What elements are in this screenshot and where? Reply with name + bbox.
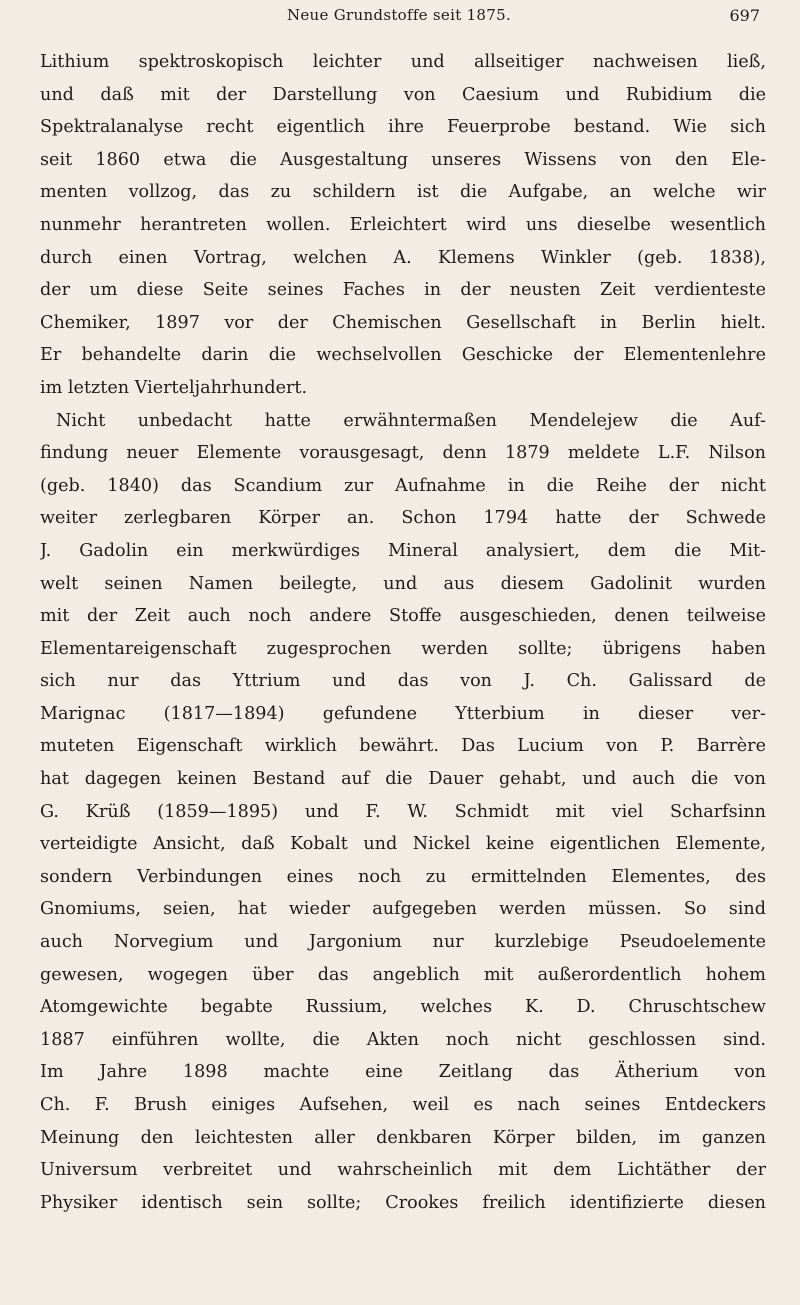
text-line: mit der Zeit auch noch andere Stoffe ausgeschieden, denen teilweise: [40, 606, 766, 627]
running-head: [38, 6, 760, 36]
text-line: findung neuer Elemente vorausgesagt, denn 1879 meldete L.F. Nilson: [40, 443, 766, 464]
text-line: verteidigte Ansicht, daß Kobalt und Nickel keine eigentlichen Elemente,: [40, 834, 766, 855]
text-line: Atomgewichte begabte Russium, welches K. D. Chruschtschew: [40, 997, 766, 1018]
text-line: Gnomiums, seien, hat wieder aufgegeben werden müssen. So sind: [40, 899, 766, 920]
text-line: sondern Verbindungen eines noch zu ermittelnden Elementes, des: [40, 866, 766, 887]
text-line: weiter zerlegbaren Körper an. Schon 1794 hatte der Schwede: [40, 508, 766, 529]
text-line: Er behandelte darin die wechselvollen Geschicke der Elementenlehre: [40, 345, 766, 366]
text-line: Im Jahre 1898 machte eine Zeitlang das Ätherium von: [40, 1062, 766, 1083]
text-line: gewesen, wogegen über das angeblich mit außerordentlich hohem: [40, 964, 766, 985]
text-line: Meinung den leichtesten aller denkbaren Körper bilden, im ganzen: [40, 1127, 766, 1148]
text-line: (geb. 1840) das Scandium zur Aufnahme in die Reihe der nicht: [40, 475, 766, 496]
text-line: Physiker identisch sein sollte; Crookes freilich identifizierte diesen: [40, 1192, 766, 1213]
text-line: sich nur das Yttrium und das von J. Ch. Galissard de: [40, 671, 766, 692]
text-line: Universum verbreitet und wahrscheinlich mit dem Lichtäther der: [40, 1160, 766, 1181]
running-title: Neue Grundstoffe seit 1875.: [286, 6, 512, 24]
text-line: Marignac (1817—1894) gefundene Ytterbium in dieser ver-: [40, 703, 766, 724]
text-line: Chemiker, 1897 vor der Chemischen Gesellschaft in Berlin hielt.: [40, 312, 766, 333]
text-line: Spektralanalyse recht eigentlich ihre Feuerprobe bestand. Wie sich: [40, 117, 766, 138]
text-line: welt seinen Namen beilegte, und aus diesem Gadolinit wurden: [40, 573, 766, 594]
page-number: 697: [729, 6, 760, 25]
text-line: durch einen Vortrag, welchen A. Klemens Winkler (geb. 1838),: [40, 247, 766, 268]
text-line: muteten Eigenschaft wirklich bewährt. Das Lucium von P. Barrère: [40, 736, 766, 757]
text-line: seit 1860 etwa die Ausgestaltung unseres Wissens von den Ele-: [40, 149, 766, 170]
text-line: im letzten Vierteljahrhundert.: [40, 377, 308, 398]
text-line: G. Krüß (1859—1895) und F. W. Schmidt mit viel Scharfsinn: [40, 801, 766, 822]
text-line: hat dagegen keinen Bestand auf die Dauer gehabt, und auch die von: [40, 769, 766, 790]
text-line: Elementareigenschaft zugesprochen werden sollte; übrigens haben: [40, 638, 766, 659]
text-line: 1887 einführen wollte, die Akten noch nicht geschlossen sind.: [40, 1029, 766, 1050]
text-line: J. Gadolin ein merkwürdiges Mineral analysiert, dem die Mit-: [40, 540, 766, 561]
text-line: Ch. F. Brush einiges Aufsehen, weil es nach seines Entdeckers: [40, 1095, 766, 1115]
text-line: auch Norvegium und Jargonium nur kurzlebige Pseudoelemente: [40, 932, 766, 953]
text-line: Nicht unbedacht hatte erwähntermaßen Mendelejew die Auf-: [56, 410, 766, 431]
body-text: [40, 46, 766, 1219]
text-line: der um diese Seite seines Faches in der neusten Zeit verdienteste: [40, 280, 766, 301]
text-line: und daß mit der Darstellung von Caesium und Rubidium die: [40, 84, 766, 105]
text-line: Lithium spektroskopisch leichter und allseitiger nachweisen ließ,: [40, 52, 766, 72]
text-line: menten vollzog, das zu schildern ist die Aufgabe, an welche wir: [40, 182, 766, 203]
text-line: nunmehr herantreten wollen. Erleichtert wird uns dieselbe wesentlich: [40, 214, 766, 235]
